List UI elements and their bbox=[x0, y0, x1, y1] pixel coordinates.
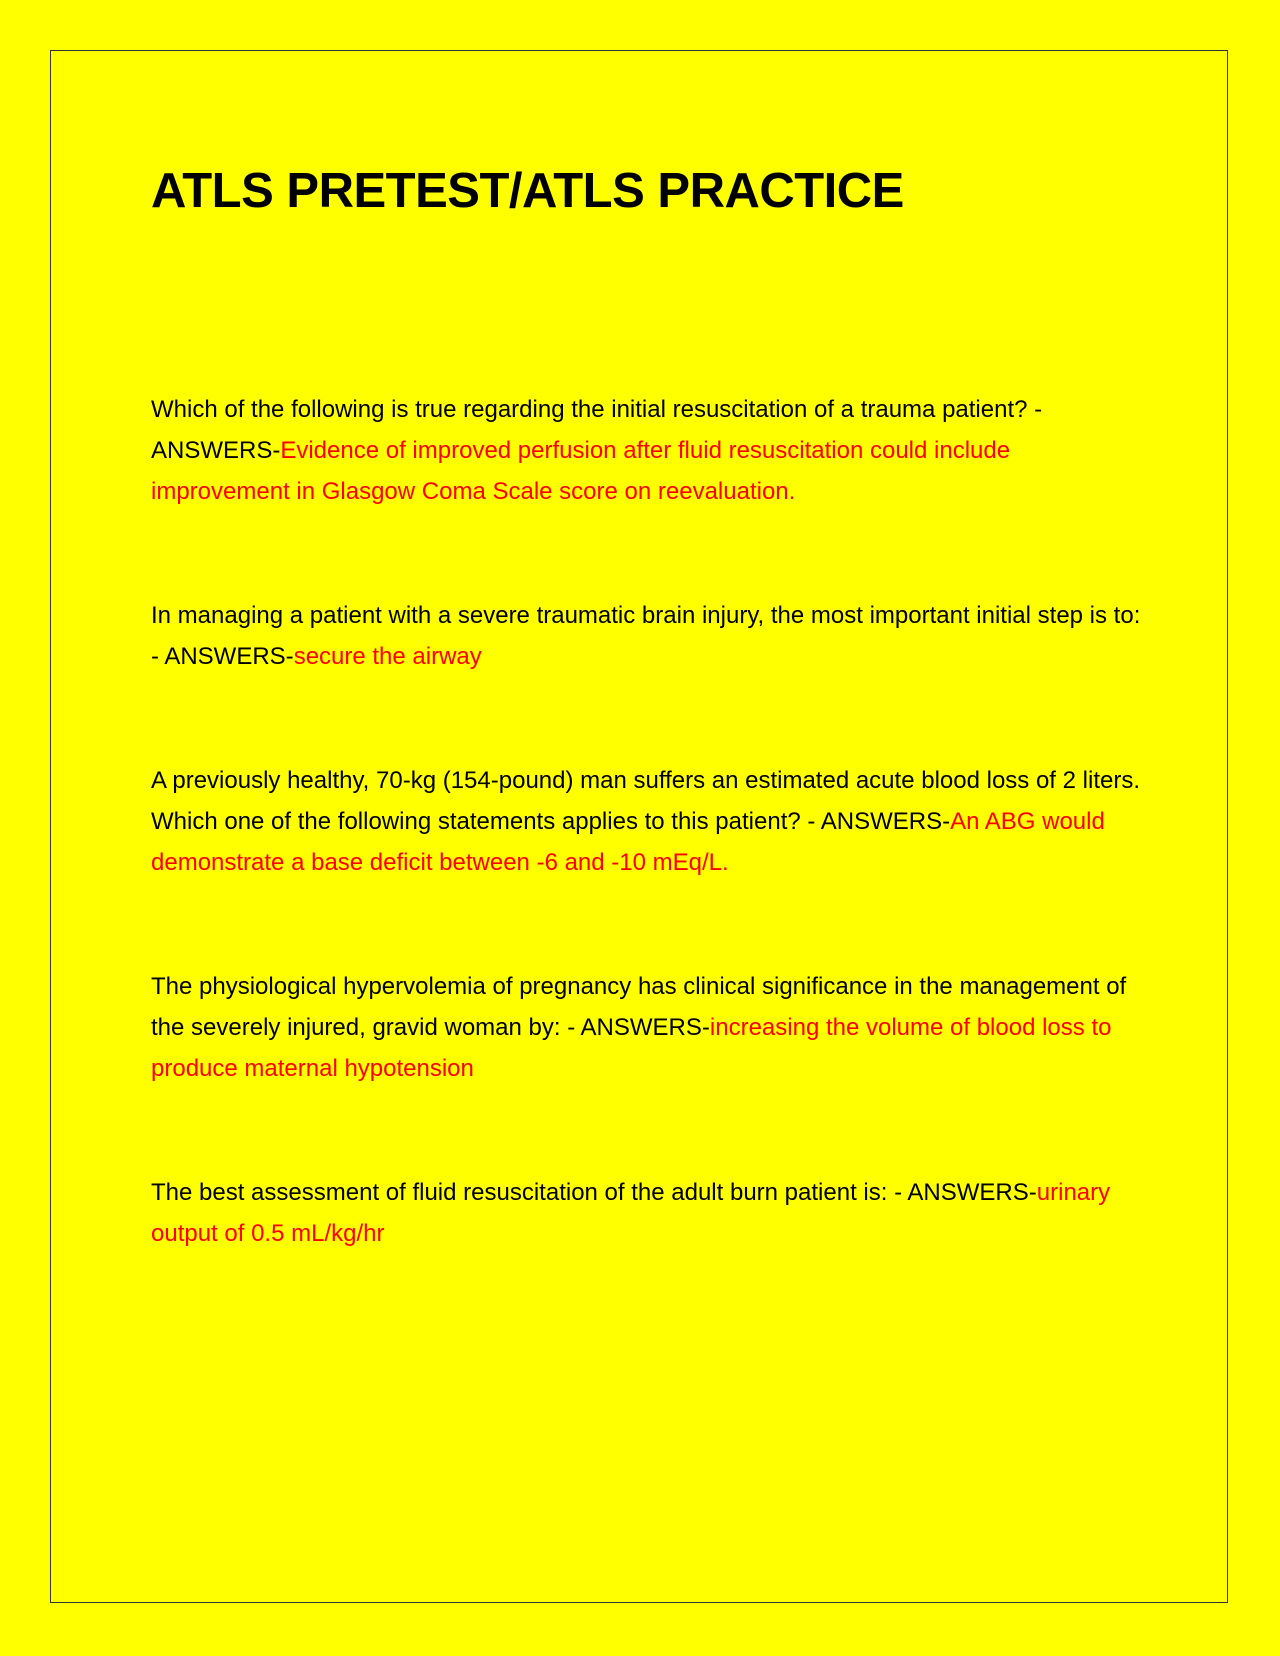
answer-prefix: - ANSWERS- bbox=[151, 396, 1043, 464]
question-text: Which of the following is true regarding the initial resuscitation of a trauma patient? bbox=[151, 396, 1035, 423]
question-text: A previously healthy, 70-kg (154-pound) man suffers an estimated acute blood loss of 2 liters. Which one of the following statements applies to this patient? bbox=[151, 767, 1140, 835]
answer-text: An ABG would demonstrate a base deficit between -6 and -10 mEq/L. bbox=[151, 808, 1105, 876]
qa-item-1 bbox=[151, 389, 1141, 512]
question-text: The best assessment of fluid resuscitation of the adult burn patient is: bbox=[151, 1179, 895, 1206]
answer-text: increasing the volume of blood loss to produce maternal hypotension bbox=[151, 1014, 1112, 1082]
document-content bbox=[151, 150, 1141, 1337]
qa-item-5 bbox=[151, 1172, 1141, 1254]
answer-prefix: - ANSWERS- bbox=[567, 1014, 710, 1041]
question-text: The physiological hypervolemia of pregnancy has clinical significance in the management of the severely injured, gravid woman by: bbox=[151, 973, 1127, 1041]
answer-text: urinary output of 0.5 mL/kg/hr bbox=[151, 1179, 1111, 1247]
question-text: In managing a patient with a severe traumatic brain injury, the most important initial step is to: bbox=[151, 602, 1141, 629]
qa-list bbox=[151, 389, 1141, 1254]
answer-prefix: - ANSWERS- bbox=[894, 1179, 1037, 1206]
answer-prefix: - ANSWERS- bbox=[151, 643, 294, 670]
answer-text: Evidence of improved perfusion after fluid resuscitation could include improvement in Glasgow Coma Scale score on reevaluation. bbox=[151, 437, 1011, 505]
document-title: ATLS PRETEST/ATLS PRACTICE bbox=[151, 164, 904, 218]
answer-text: secure the airway bbox=[293, 643, 482, 670]
answer-prefix: - ANSWERS- bbox=[807, 808, 951, 835]
qa-item-3 bbox=[151, 760, 1141, 883]
qa-item-2 bbox=[151, 595, 1141, 677]
qa-item-4 bbox=[151, 966, 1141, 1089]
